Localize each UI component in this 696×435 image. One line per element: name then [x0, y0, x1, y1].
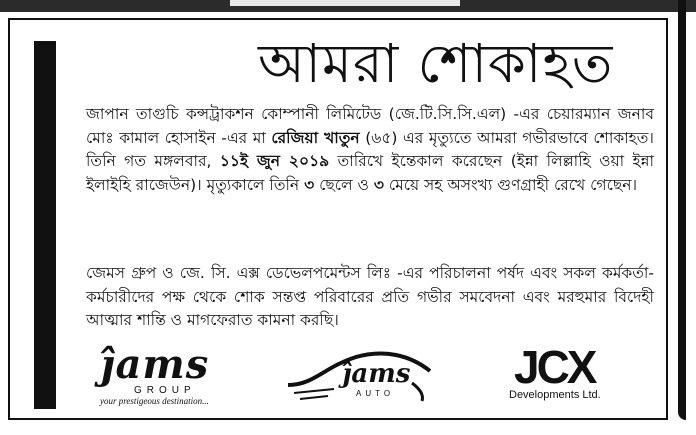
jams-auto-logo [284, 345, 432, 407]
jams-group-tagline: your prestigeous destination... [100, 396, 209, 406]
adjacent-column-bar [678, 0, 686, 420]
jams-group-subtitle: GROUP [134, 385, 196, 396]
notice-paragraph-1 [86, 103, 654, 197]
death-date: ১১ই জুন ২০১৯ [219, 152, 330, 171]
jams-group-logo [100, 341, 240, 407]
sons-count: ৩ [304, 175, 315, 194]
para1-text-b: (৬৫) এর মৃত্যুতে আমরা গভীরভাবে শোকাহত। তিনি গত মঙ্গলবার, [86, 128, 654, 171]
mourning-black-bar [34, 41, 56, 409]
jcx-developments-logo [506, 341, 636, 407]
para1-text-e: মেয়ে সহ অসংখ্য গুণগ্রাহী রেখে গেছেন। [383, 175, 637, 194]
jcx-wordmark: JCX [514, 341, 595, 393]
daughters-count: ৩ [373, 175, 384, 194]
jams-group-wordmark: ĵams [100, 341, 210, 388]
deceased-name: রেজিয়া খাতুন [271, 128, 360, 147]
jams-auto-subtitle: AUTO [356, 389, 395, 398]
para1-text-d: ছেলে ও [314, 175, 374, 194]
top-strip-segment [230, 0, 460, 6]
para1-text-c: তারিখে ইন্তেকাল করেছেন (ইন্না লিল্লাহি ওয়া ইন্না ইলাইহি রাজেউন)। মৃত্যুকালে তিনি [86, 152, 654, 194]
jcx-subtitle: Developments Ltd. [509, 389, 601, 401]
para1-text-a: জাপান তাগুচি কন্সট্রাকশন কোম্পানী লিমিটেড (জে.টি.সি.সি.এল) -এর চেয়ারম্যান জনাব মোঃ কামাল হোসাইন -এর মা [86, 105, 654, 147]
adjacent-column-edge [676, 0, 696, 435]
page-top-strip [0, 0, 696, 12]
jams-auto-wordmark: ĵams [342, 359, 411, 389]
notice-paragraph-2: জেমস গ্রুপ ও জে. সি. এক্স ডেভেলপমেন্টস লিঃ -এর পরিচালনা পর্ষদ এবং সকল কর্মকর্তা-কর্মচারীদের পক্ষ থেকে শোক সন্তপ্ত পরিবারের প্রতি গভীর সমবেদনা এবং মরহুমার বিদেহী আত্মার শান্তি ও মাগফেরাত কামনা করছি। [86, 264, 654, 330]
notice-title: আমরা শোকাহত [258, 32, 614, 95]
